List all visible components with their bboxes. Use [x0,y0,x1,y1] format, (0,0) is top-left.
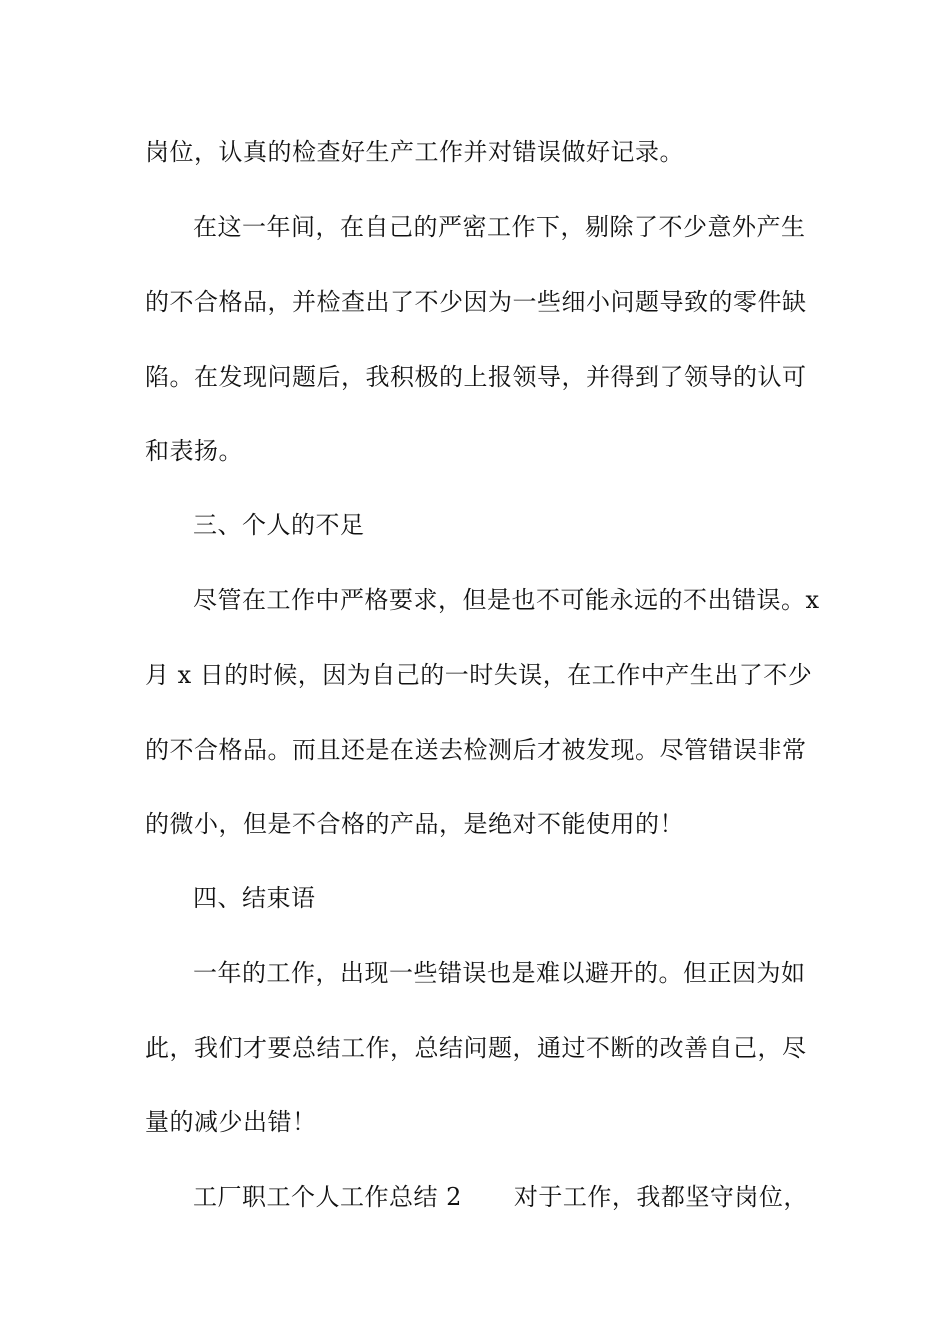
section-heading: 三、个人的不足 [193,511,365,539]
paragraph-line: 尽管在工作中严格要求，但是也不可能永远的不出错误。x [193,586,820,614]
paragraph-line: 在这一年间，在自己的严密工作下，剔除了不少意外产生 [193,213,806,241]
paragraph-text: 对于工作，我都坚守岗位， [513,1183,808,1211]
paragraph-line: 的不合格品，并检查出了不少因为一些细小问题导致的零件缺 [145,288,807,316]
paragraph-line: 的微小，但是不合格的产品，是绝对不能使用的！ [145,810,684,838]
paragraph-line: 月 x 日的时候，因为自己的一时失误，在工作中产生出了不少 [145,661,813,689]
paragraph-line: 一年的工作，出现一些错误也是难以避开的。但正因为如 [193,959,806,987]
section-heading: 四、结束语 [193,884,316,912]
paragraph-line: 量的减少出错！ [145,1108,317,1136]
paragraph-line: 的不合格品。而且还是在送去检测后才被发现。尽管错误非常 [145,736,807,764]
paragraph-line: 此，我们才要总结工作，总结问题，通过不断的改善自己，尽 [145,1034,807,1062]
paragraph-line [193,1177,873,1217]
paragraph-line: 陷。在发现问题后，我积极的上报领导，并得到了领导的认可 [145,363,807,391]
paragraph-line: 和表扬。 [145,437,243,465]
document-title: 工厂职工个人工作总结 2 [193,1183,462,1211]
paragraph-line: 岗位，认真的检查好生产工作并对错误做好记录。 [145,138,684,166]
